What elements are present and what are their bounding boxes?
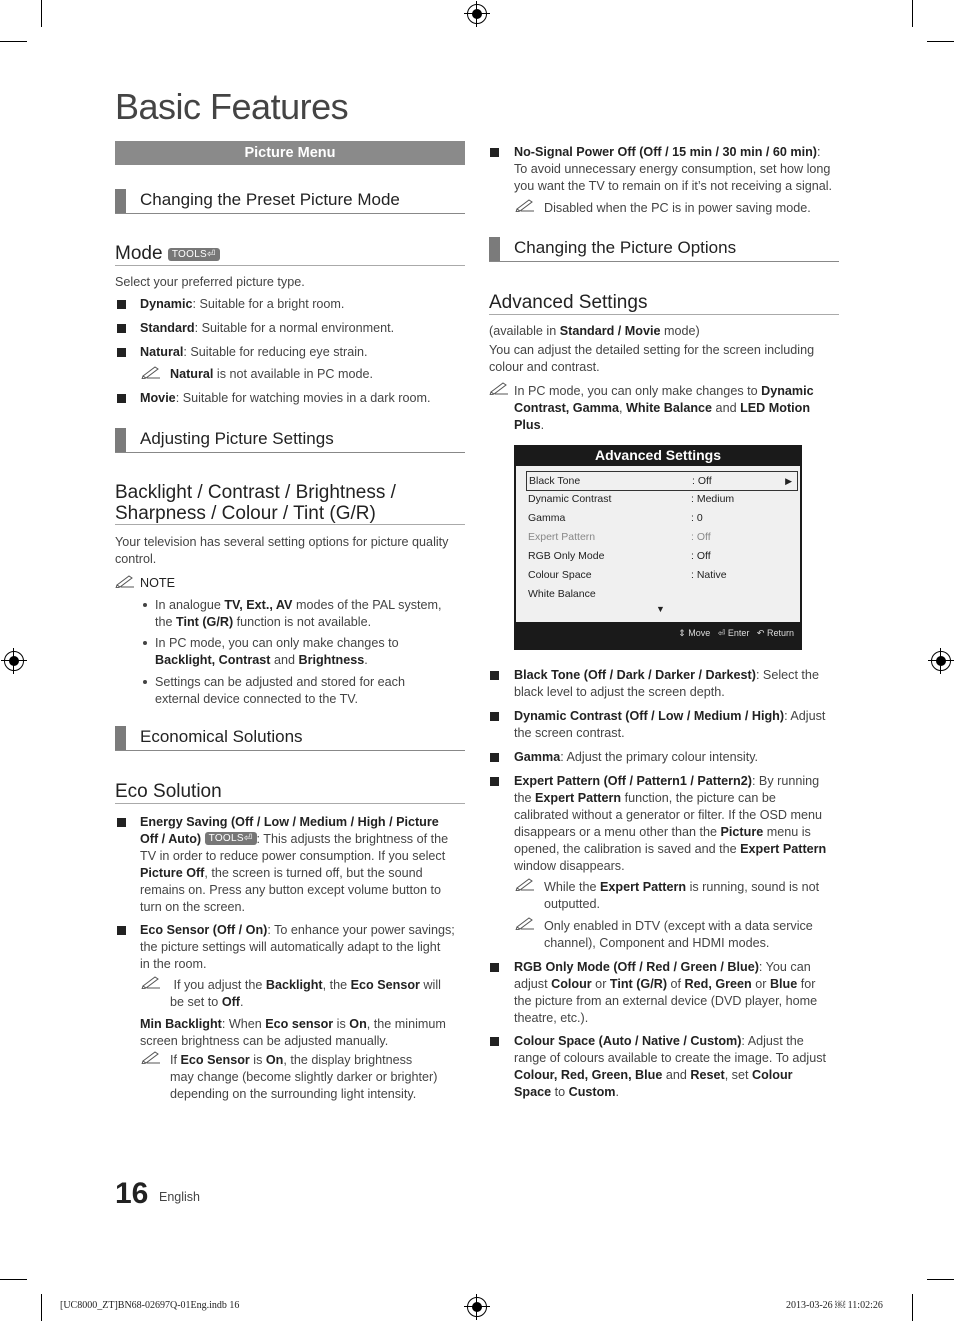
tools-badge: TOOLS⏎ bbox=[168, 248, 220, 261]
backlight-heading: Backlight / Contrast / Brightness / Sharpness / Colour / Tint (G/R) bbox=[115, 482, 465, 525]
osd-menu-list bbox=[516, 466, 800, 622]
page-title: Basic Features bbox=[115, 86, 349, 127]
dynamic-contrast-item: Dynamic Contrast (Off / Low / Medium / High): Adjust the screen contrast. bbox=[514, 709, 826, 740]
black-tone-item: Black Tone (Off / Dark / Darker / Darkest): Select the black level to adjust the screen depth. bbox=[514, 668, 819, 699]
energy-saving-item: Energy Saving (Off / Low / Medium / High / Picture Off / Auto) TOOLS⏎ : This adjusts the brightness of the TV in order to reduce power consumption. If you select Picture Off, the screen is turned off, but the sound remains on. Press any button except volume button to turn on the screen. bbox=[140, 815, 449, 914]
crop-mark bbox=[41, 1294, 42, 1321]
eco-sensor-note: If you adjust the Backlight, the Eco Sensor will be set to Off. bbox=[170, 978, 441, 1009]
expert-pattern-note-1: While the Expert Pattern is running, sound is not outputted. bbox=[544, 880, 820, 911]
note-pencil-icon bbox=[489, 381, 509, 395]
bullet-square bbox=[490, 148, 499, 157]
bullet-square bbox=[490, 777, 499, 786]
registration-mark-icon bbox=[467, 4, 487, 24]
bullet-square bbox=[490, 1037, 499, 1046]
bullet-square bbox=[490, 963, 499, 972]
min-backlight-text: Min Backlight: When Eco sensor is On, the minimum screen brightness can be adjusted manually. bbox=[140, 1017, 446, 1048]
bullet-square bbox=[117, 348, 126, 357]
note-item-pal: In analogue TV, Ext., AV modes of the PAL system, the Tint (G/R) function is not available. bbox=[155, 598, 442, 629]
osd-item-expert-pattern: Expert Pattern : Off bbox=[528, 531, 711, 543]
section-header-eco: Economical Solutions bbox=[115, 726, 465, 751]
section-header-options: Changing the Picture Options bbox=[489, 237, 839, 262]
note-pencil-icon bbox=[141, 975, 161, 989]
bullet-dot bbox=[143, 603, 147, 607]
mode-item-natural: Natural: Suitable for reducing eye strain. bbox=[140, 345, 368, 359]
osd-item-dynamic-contrast[interactable]: Dynamic Contrast : Medium bbox=[528, 493, 735, 505]
note-pencil-icon bbox=[515, 198, 535, 212]
colour-space-item: Colour Space (Auto / Native / Custom): Adjust the range of colours available to create the image. To adjust Colour, Red, Green, Blue and Reset, set Colour Space to Custom. bbox=[514, 1034, 827, 1099]
tools-badge: TOOLS⏎ bbox=[205, 832, 257, 845]
bullet-dot bbox=[143, 680, 147, 684]
osd-item-rgb-only-mode[interactable]: RGB Only Mode : Off bbox=[528, 550, 711, 562]
crop-mark bbox=[0, 41, 27, 42]
no-signal-power-off-item: No-Signal Power Off (Off / 15 min / 30 min / 60 min): To avoid unnecessary energy consumption, set how long you want the TV to remain on if it’s not receiving a signal. bbox=[514, 145, 833, 193]
expert-pattern-item: Expert Pattern (Off / Pattern1 / Pattern2): By running the Expert Pattern function, the picture can be calibrated without a generator or filter. If the OSD menu disappears or a menu other than the Picture menu is opened, the calibration is saved and the Expert Pattern window disappears. bbox=[514, 774, 827, 873]
osd-title: Advanced Settings bbox=[594, 447, 722, 463]
mode-item-standard: Standard: Suitable for a normal environment. bbox=[140, 321, 395, 335]
mode-item-dynamic: Dynamic: Suitable for a bright room. bbox=[140, 297, 345, 311]
osd-item-white-balance[interactable]: White Balance bbox=[528, 588, 596, 600]
advanced-availability: (available in Standard / Movie mode) bbox=[489, 324, 700, 338]
osd-footer: ⇕ Move ⏎ Enter ↶ Return bbox=[678, 628, 794, 638]
bullet-square bbox=[117, 324, 126, 333]
section-header-preset: Changing the Preset Picture Mode bbox=[115, 189, 465, 214]
move-icon: ⇕ bbox=[678, 628, 686, 638]
registration-mark-icon bbox=[467, 1297, 487, 1317]
return-icon: ↶ bbox=[756, 628, 765, 638]
crop-mark bbox=[912, 0, 913, 27]
osd-item-black-tone[interactable]: Black Tone : Off ▶ bbox=[526, 471, 798, 491]
rgb-only-mode-item: RGB Only Mode (Off / Red / Green / Blue): You can adjust Colour or Tint (G/R) of Red, Green or Blue for the picture from an external device (DVD player, home theatre, etc.). bbox=[514, 960, 818, 1025]
note-pencil-icon bbox=[141, 365, 161, 379]
osd-item-colour-space[interactable]: Colour Space : Native bbox=[528, 569, 727, 581]
bullet-square bbox=[490, 671, 499, 680]
section-marker bbox=[115, 726, 126, 750]
enter-icon: ⏎ bbox=[717, 628, 726, 638]
section-header-adjust: Adjusting Picture Settings bbox=[115, 428, 465, 453]
mode-item-movie: Movie: Suitable for watching movies in a dark room. bbox=[140, 391, 431, 405]
page-language: English bbox=[159, 1190, 200, 1204]
crop-mark bbox=[927, 1279, 954, 1280]
scroll-down-arrow-icon[interactable]: ▼ bbox=[656, 604, 665, 614]
crop-mark bbox=[912, 1294, 913, 1321]
crop-mark bbox=[927, 41, 954, 42]
note-item-stored: Settings can be adjusted and stored for each external device connected to the TV. bbox=[155, 675, 405, 706]
bullet-dot bbox=[143, 641, 147, 645]
crop-mark bbox=[0, 1279, 27, 1280]
note-pencil-icon bbox=[141, 1050, 161, 1064]
advanced-intro: You can adjust the detailed setting for the screen including colour and contrast. bbox=[489, 343, 815, 374]
osd-item-gamma[interactable]: Gamma : 0 bbox=[528, 512, 703, 524]
section-marker bbox=[489, 237, 500, 261]
expert-pattern-note-2: Only enabled in DTV (except with a data service channel), Component and HDMI modes. bbox=[544, 919, 813, 950]
note-pencil-icon bbox=[515, 877, 535, 891]
print-slug-file: [UC8000_ZT]BN68-02697Q-01Eng.indb 16 bbox=[60, 1300, 240, 1311]
arrow-right-icon: ▶ bbox=[785, 476, 792, 486]
picture-menu-bar: Picture Menu bbox=[115, 141, 465, 165]
eco-solution-heading: Eco Solution bbox=[115, 780, 465, 804]
print-slug-date: 2013-03-26 ￼ 11:02:26 bbox=[786, 1300, 883, 1311]
mode-heading: Mode TOOLS⏎ bbox=[115, 242, 465, 266]
crop-mark bbox=[41, 0, 42, 27]
advanced-settings-osd bbox=[514, 445, 802, 650]
bullet-square bbox=[117, 818, 126, 827]
note-pencil-icon bbox=[515, 916, 535, 930]
note-label: NOTE bbox=[140, 576, 175, 590]
section-marker bbox=[115, 189, 126, 213]
advanced-pc-note: In PC mode, you can only make changes to Dynamic Contrast, Gamma, White Balance and LED Motion Plus. bbox=[514, 384, 814, 432]
bullet-square bbox=[490, 712, 499, 721]
mode-intro: Select your preferred picture type. bbox=[115, 275, 305, 289]
backlight-intro: Your television has several setting options for picture quality control. bbox=[115, 535, 449, 566]
note-pencil-icon bbox=[115, 574, 135, 588]
min-backlight-note: If Eco Sensor is On, the display brightness may change (become slightly darker or brighter) depending on the surrounding light intensity. bbox=[170, 1053, 438, 1101]
page-number: 16 bbox=[115, 1177, 149, 1210]
eco-sensor-item: Eco Sensor (Off / On): To enhance your power savings; the picture settings will automatically adapt to the light in the room. bbox=[140, 923, 455, 971]
registration-mark-icon bbox=[931, 651, 951, 671]
section-marker bbox=[115, 428, 126, 452]
gamma-item: Gamma: Adjust the primary colour intensity. bbox=[514, 750, 759, 764]
natural-note: Natural is not available in PC mode. bbox=[170, 367, 373, 381]
bullet-square bbox=[117, 300, 126, 309]
registration-mark-icon bbox=[4, 651, 24, 671]
bullet-square bbox=[117, 926, 126, 935]
advanced-settings-heading: Advanced Settings bbox=[489, 291, 839, 315]
no-signal-note: Disabled when the PC is in power saving mode. bbox=[544, 201, 811, 215]
bullet-square bbox=[117, 394, 126, 403]
note-item-pc: In PC mode, you can only make changes to Backlight, Contrast and Brightness. bbox=[155, 636, 399, 667]
bullet-square bbox=[490, 753, 499, 762]
